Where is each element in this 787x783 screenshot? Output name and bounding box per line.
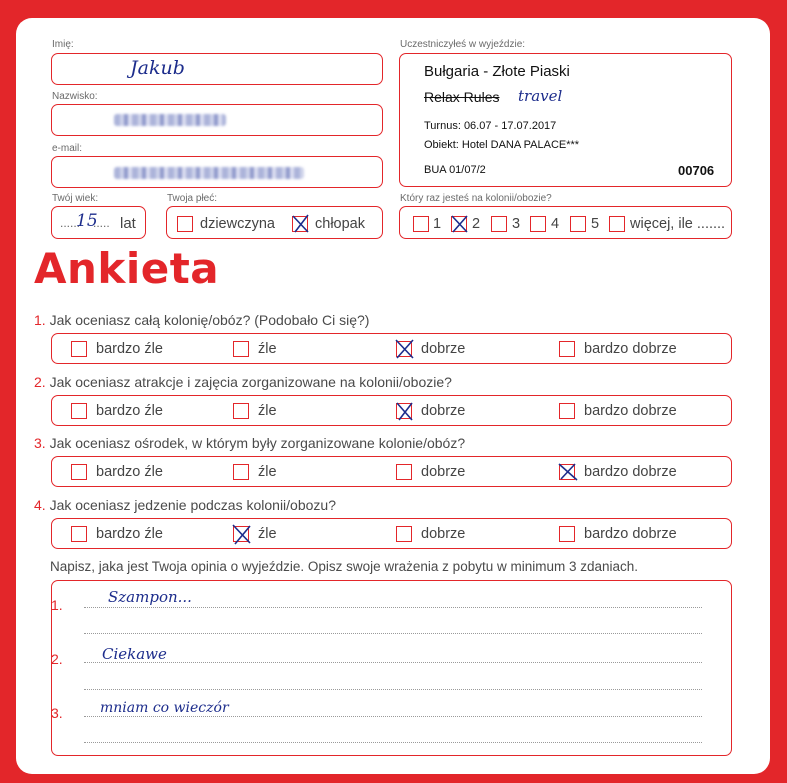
opinion-line (84, 607, 702, 608)
ktory-raz-checkbox-5[interactable] (570, 216, 586, 232)
redacted-surname (114, 114, 226, 126)
ktory-raz-checkbox-wiecej[interactable] (609, 216, 625, 232)
opinion-line (84, 633, 702, 634)
q2-option-zle: źle (258, 403, 277, 419)
wiek-label: Twój wiek: (52, 193, 99, 204)
answer-row-1 (51, 333, 732, 364)
q4-checkbox-bardzo-dobrze[interactable] (559, 526, 575, 542)
question-text: Jak oceniasz ośrodek, w którym były zorganizowane kolonie/obóz? (49, 435, 466, 451)
opinion-line (84, 662, 702, 663)
opinion-answer-3: mniam co wieczór (100, 700, 229, 716)
q2-checkbox-bardzo-dobrze[interactable] (559, 403, 575, 419)
plec-option-chlopak: chłopak (315, 216, 365, 232)
question-3 (34, 435, 465, 451)
question-number: 2. (34, 374, 46, 390)
trip-number: 00706 (678, 163, 715, 178)
imie-value: Jakub (130, 57, 185, 79)
question-1 (34, 312, 369, 328)
q4-checkbox-dobrze[interactable] (396, 526, 412, 542)
answer-row-4 (51, 518, 732, 549)
check-x-icon (231, 523, 253, 545)
ktory-raz-field (399, 206, 732, 239)
q4-checkbox-zle[interactable] (233, 526, 249, 542)
opinion-line (84, 689, 702, 690)
opinion-line (84, 716, 702, 717)
q1-checkbox-bardzo-dobrze[interactable] (559, 341, 575, 357)
q3-option-zle: źle (258, 464, 277, 480)
q1-checkbox-dobrze[interactable] (396, 341, 412, 357)
answer-row-3 (51, 456, 732, 487)
q3-checkbox-bardzo-dobrze[interactable] (559, 464, 575, 480)
opinion-prompt: Napisz, jaka jest Twoja opinia o wyjeździe. Opisz swoje wrażenia z pobytu w minimum 3 zdaniach. (50, 559, 639, 574)
question-text: Jak oceniasz całą kolonię/obóz? (Podobało Ci się?) (49, 312, 370, 328)
plec-field (166, 206, 383, 239)
trip-code: BUA 01/07/2 (424, 164, 486, 176)
q2-checkbox-bardzo-zle[interactable] (71, 403, 87, 419)
nazwisko-field[interactable] (51, 104, 383, 136)
imie-label: Imię: (52, 39, 74, 50)
ktory-raz-option-5: 5 (591, 216, 600, 232)
check-x-icon (557, 461, 579, 483)
plec-option-dziewczyna: dziewczyna (200, 216, 275, 232)
q1-option-bardzo-dobrze: bardzo dobrze (584, 341, 677, 357)
ktory-raz-option-3: 3 (512, 216, 521, 232)
question-text: Jak oceniasz jedzenie podczas kolonii/obozu? (49, 497, 336, 513)
q2-checkbox-dobrze[interactable] (396, 403, 412, 419)
redacted-email (114, 167, 304, 179)
q3-checkbox-dobrze[interactable] (396, 464, 412, 480)
q4-option-dobrze: dobrze (421, 526, 466, 542)
opinion-number-3: 3. (51, 705, 63, 721)
q1-option-dobrze: dobrze (421, 341, 466, 357)
q1-option-zle: źle (258, 341, 277, 357)
wiek-dots-after: ..... (93, 216, 110, 230)
wiek-value: 15 (76, 211, 98, 231)
question-number: 1. (34, 312, 46, 328)
ktory-raz-checkbox-2[interactable] (451, 216, 467, 232)
opinion-number-2: 2. (51, 651, 63, 667)
imie-field[interactable] (51, 53, 383, 85)
ktory-raz-option-2: 2 (472, 216, 481, 232)
plec-checkbox-dziewczyna[interactable] (177, 216, 193, 232)
q1-checkbox-zle[interactable] (233, 341, 249, 357)
q3-option-dobrze: dobrze (421, 464, 466, 480)
question-2 (34, 374, 452, 390)
email-label: e-mail: (52, 143, 83, 154)
page-title: Ankieta (34, 244, 220, 293)
nazwisko-label: Nazwisko: (52, 91, 98, 102)
q3-option-bardzo-dobrze: bardzo dobrze (584, 464, 677, 480)
wiek-unit: lat (120, 215, 136, 232)
q4-option-bardzo-dobrze: bardzo dobrze (584, 526, 677, 542)
wiek-field[interactable] (51, 206, 146, 239)
q2-option-bardzo-dobrze: bardzo dobrze (584, 403, 677, 419)
trip-turnus: Turnus: 06.07 - 17.07.2017 (424, 120, 557, 132)
q1-checkbox-bardzo-zle[interactable] (71, 341, 87, 357)
check-x-icon (449, 213, 471, 235)
trip-operator-struck: Relax Rules (424, 89, 500, 105)
trip-obiekt: Obiekt: Hotel DANA PALACE*** (424, 139, 580, 151)
plec-checkbox-chlopak[interactable] (292, 216, 308, 232)
ktory-raz-option-1: 1 (433, 216, 442, 232)
trip-destination: Bułgaria - Złote Piaski (424, 63, 570, 80)
ktory-raz-checkbox-4[interactable] (530, 216, 546, 232)
ktory-raz-checkbox-1[interactable] (413, 216, 429, 232)
q4-option-zle: źle (258, 526, 277, 542)
answer-row-2 (51, 395, 732, 426)
q3-option-bardzo-zle: bardzo źle (96, 464, 163, 480)
question-4 (34, 497, 336, 513)
q3-checkbox-bardzo-zle[interactable] (71, 464, 87, 480)
ktory-raz-option-wiecej: więcej, ile ....... (630, 216, 726, 232)
opinion-number-1: 1. (51, 597, 63, 613)
ktory-raz-checkbox-3[interactable] (491, 216, 507, 232)
trip-box (399, 53, 732, 187)
check-x-icon (394, 400, 416, 422)
uczestnik-label: Uczestniczyłeś w wyjeździe: (400, 39, 526, 50)
question-number: 3. (34, 435, 46, 451)
q1-option-bardzo-zle: bardzo źle (96, 341, 163, 357)
ktory-raz-option-4: 4 (551, 216, 560, 232)
question-number: 4. (34, 497, 46, 513)
ktory-raz-label: Który raz jesteś na kolonii/obozie? (400, 193, 552, 204)
email-field[interactable] (51, 156, 383, 188)
wiek-dots-before: ...... (60, 216, 81, 230)
plec-label: Twoja płeć: (167, 193, 218, 204)
q4-checkbox-bardzo-zle[interactable] (71, 526, 87, 542)
opinion-line (84, 742, 702, 743)
trip-operator-handwritten: travel (518, 87, 563, 105)
opinion-answer-2: Ciekawe (102, 645, 167, 663)
check-x-icon (394, 338, 416, 360)
q2-option-bardzo-zle: bardzo źle (96, 403, 163, 419)
question-text: Jak oceniasz atrakcje i zajęcia zorganizowane na kolonii/obozie? (49, 374, 452, 390)
q2-checkbox-zle[interactable] (233, 403, 249, 419)
check-x-icon (290, 213, 312, 235)
q2-option-dobrze: dobrze (421, 403, 466, 419)
q3-checkbox-zle[interactable] (233, 464, 249, 480)
opinion-answer-1: Szampon... (108, 588, 192, 606)
q4-option-bardzo-zle: bardzo źle (96, 526, 163, 542)
